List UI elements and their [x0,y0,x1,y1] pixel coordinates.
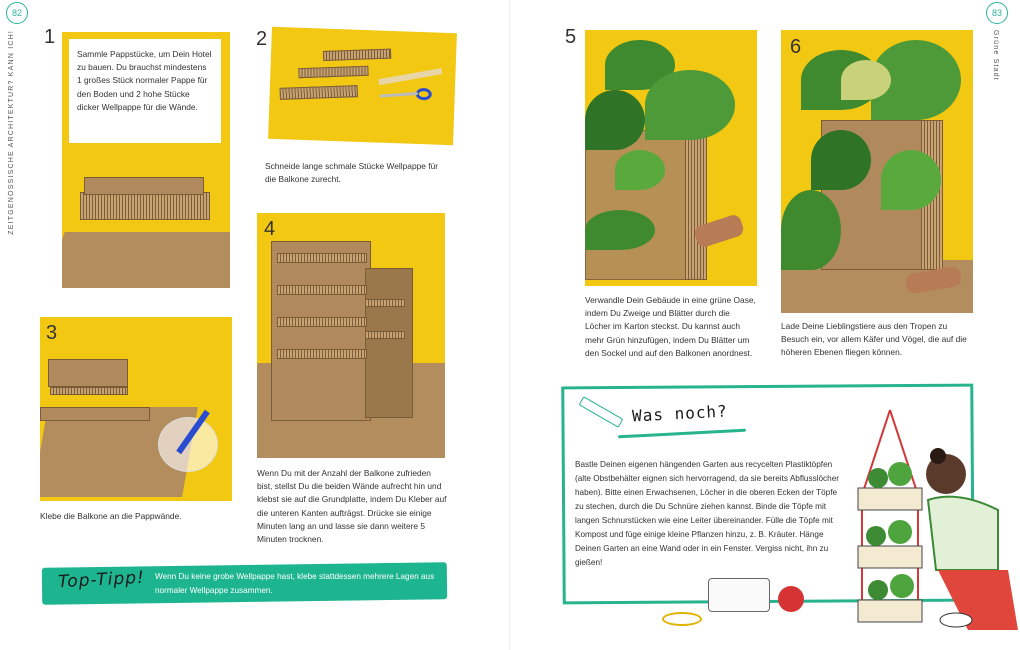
running-head: ZEITGENÖSSISCHE ARCHITEKTUR? KANN ICH! [8,30,15,235]
step-4-text: Wenn Du mit der Anzahl der Balkone zufrieden bist, stellst Du die beiden Wände aufrecht hin und klebst sie auf die Grundplatte, indem Du Kleber auf die unteren Kanten aufträgst. Drücke sie einige Minuten lang an und lasse sie dann weitere 5 Minuten trocknen. [257,468,447,545]
extra-text: Bastle Deinen eigenen hängenden Garten aus recycelten Plastiktöpfen (alte Obstbehälter eignen sich hervorragend, da sie bereits Abflusslöcher haben). Bitte einen Erwachsenen, Löcher in die oberen Ecken der Töpfe zu stechen, durch die Du Schnüre ziehen kannst. Binde die Töpfe mit langen Schnurstücken wie eine Leiter übereinander. Fülle die Töpfe mit Kompost und füge einige kleine Pflanzen hinzu, z. B. Kräuter. Hänge Deinen Garten an eine Wand oder in ein Fenster. Vergiss nicht, ihn zu gießen! [575,460,839,567]
step-6-text: Lade Deine Lieblingstiere aus den Tropen zu Besuch ein, vor allem Käfer und Vögel, die auf die höheren Ebenen fliegen können. [781,321,967,358]
step-1-text: Sammle Pappstücke, um Dein Hotel zu bauen. Du brauchst mindestens 1 großes Stück normaler Pappe für den Boden und 2 hohe Stücke dicker Wellpappe für die Wände. [69,39,221,143]
step-5-text: Verwandle Dein Gebäude in eine grüne Oase, indem Du Zweige und Blätter durch die Löcher im Karton steckst. Du kannst auch mehr Grün hinzufügen, indem Du Blätter um den Sockel und auf den Balkonen anordnest. [585,295,756,358]
tip-title: Top-Tipp! [57,567,146,593]
step-4-photo [257,213,445,458]
step-number: 1 [44,26,56,48]
hanging-garden-illustration [848,400,1020,640]
step-5-photo [585,30,757,286]
yarn-ball-icon [778,586,804,612]
step-3-text: Klebe die Balkone an die Pappwände. [40,511,182,521]
step-number: 6 [790,36,802,58]
running-head: Grüne Stadt [992,30,999,81]
extra-title: Was noch? [631,401,729,426]
page-number: 83 [986,2,1008,24]
step-number: 4 [264,218,276,240]
tip-text: Wenn Du keine grobe Wellpappe hast, klebe stattdessen mehrere Lagen aus normaler Wellpappe zusammen. [155,572,435,595]
page-number: 82 [6,2,28,24]
step-number: 2 [256,28,268,50]
step-number: 5 [565,26,577,48]
step-2-text: Schneide lange schmale Stücke Wellpappe für die Balkone zurecht. [265,161,439,185]
step-number: 3 [46,322,58,344]
plastic-container-icon [708,578,770,612]
step-2-photo [268,27,457,145]
scissors-icon [662,612,702,626]
step-3-photo [40,317,232,501]
step-6-photo [781,30,973,313]
